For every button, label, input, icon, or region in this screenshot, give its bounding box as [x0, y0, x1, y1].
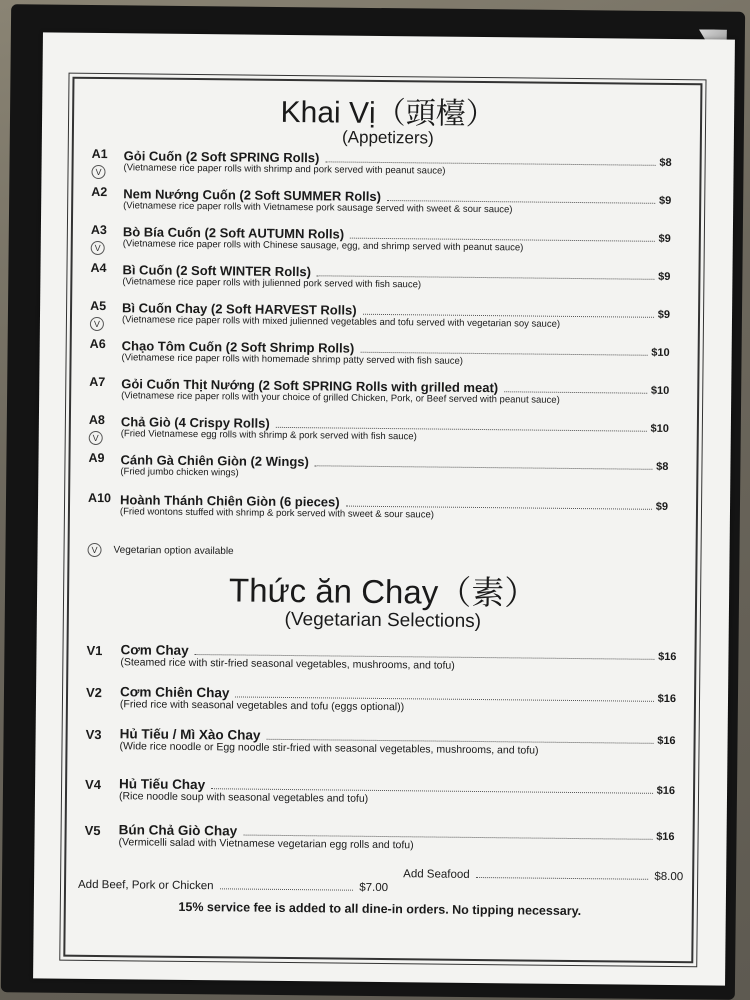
- item-price: $9: [655, 500, 669, 513]
- item-code: A10: [88, 490, 112, 506]
- item-description: (Fried jumbo chicken wings): [120, 466, 239, 479]
- item-description: (Rice noodle soup with seasonal vegetables and tofu): [118, 790, 369, 805]
- item-name: Hủ Tiếu Chay: [119, 776, 206, 793]
- appetizers-subtitle: (Appetizers): [341, 127, 434, 148]
- item-price: $8: [659, 156, 672, 169]
- item-code: A7: [89, 374, 106, 390]
- menu-page: [33, 32, 735, 985]
- item-code: V2: [85, 684, 103, 701]
- item-price: $16: [657, 692, 677, 706]
- item-name: Bì Cuốn Chay (2 Soft HARVEST Rolls): [122, 300, 357, 318]
- item-name: Chạo Tôm Cuốn (2 Soft Shrimp Rolls): [121, 338, 355, 356]
- legend-text: Vegetarian option available: [113, 544, 234, 558]
- item-description: (Vietnamese rice paper rolls with julienned pork served with fish sauce): [122, 276, 422, 291]
- vegetarian-icon: V: [87, 543, 101, 557]
- item-code: A3: [90, 222, 107, 238]
- item-price: $9: [658, 270, 671, 283]
- item-price: $9: [658, 194, 672, 207]
- vegetarian-legend: [87, 543, 233, 559]
- item-name: Cơm Chay: [120, 642, 189, 658]
- item-name: Bún Chả Giò Chay: [118, 822, 238, 839]
- item-price: $16: [658, 650, 677, 664]
- item-name: Hoành Thánh Chiên Giòn (6 pieces): [120, 492, 340, 510]
- item-name: Nem Nướng Cuốn (2 Soft SUMMER Rolls): [123, 186, 382, 204]
- item-name: Cơm Chiên Chay: [119, 684, 230, 701]
- item-description: (Fried wontons stuffed with shrimp & pork served with sweet & sour sauce): [119, 506, 434, 521]
- item-name: Chả Giò (4 Crispy Rolls): [120, 414, 270, 431]
- vegetarian-icon: V: [90, 317, 104, 331]
- item-description: (Vietnamese rice paper rolls with your choice of grilled Chicken, Pork, or Beef served with peanut sauce): [121, 390, 560, 406]
- item-price: $16: [656, 784, 676, 798]
- item-price: $10: [650, 384, 670, 397]
- item-description: (Steamed rice with stir-fried seasonal vegetables, mushrooms, and tofu): [120, 656, 455, 672]
- item-code: V1: [86, 642, 103, 659]
- add-seafood-label: Add Seafood: [403, 868, 470, 881]
- item-code: V5: [84, 822, 101, 839]
- service-fee-note: 15% service fee is added to all dine-in orders. No tipping necessary.: [178, 899, 582, 919]
- vegetarian-icon: V: [89, 431, 103, 445]
- add-seafood-price: $8.00: [654, 870, 684, 884]
- item-name: Gỏi Cuốn (2 Soft SPRING Rolls): [123, 148, 320, 166]
- item-code: A1: [91, 146, 108, 162]
- vegetarian-subtitle: (Vegetarian Selections): [284, 608, 482, 633]
- item-price: $16: [657, 734, 676, 748]
- item-description: (Fried Vietnamese egg rolls with shrimp & pork served with fish sauce): [120, 428, 417, 443]
- add-meat-price: $7.00: [359, 881, 389, 895]
- item-description: (Vermicelli salad with Vietnamese vegetarian egg rolls and tofu): [118, 836, 414, 852]
- item-description: (Fried rice with seasonal vegetables and tofu (eggs optional)): [119, 698, 405, 714]
- item-name: Gỏi Cuốn Thịt Nướng (2 Soft SPRING Rolls with grilled meat): [121, 376, 499, 396]
- item-code: A2: [91, 184, 108, 200]
- item-code: V4: [85, 776, 102, 793]
- item-code: V3: [85, 726, 102, 743]
- item-description: (Wide rice noodle or Egg noodle stir-fried with seasonal vegetables, mushrooms, and tofu): [119, 740, 539, 757]
- vegetarian-title: Thức ăn Chay（素）: [228, 571, 538, 612]
- item-code: A5: [90, 298, 107, 314]
- item-description: (Vietnamese rice paper rolls with homemade shrimp patty served with fish sauce): [121, 352, 464, 367]
- item-price: $10: [651, 346, 670, 359]
- appetizers-title: Khai Vị（頭檯）: [280, 95, 496, 132]
- item-price: $8: [656, 460, 669, 473]
- item-price: $9: [657, 308, 671, 321]
- item-description: (Vietnamese rice paper rolls with Vietnamese pork sausage served with sweet & sour sauce): [123, 200, 513, 216]
- vegetarian-icon: V: [91, 165, 105, 179]
- item-code: A4: [90, 260, 107, 276]
- item-price: $10: [650, 422, 669, 435]
- add-meat-label: Add Beef, Pork or Chicken: [77, 878, 214, 893]
- item-description: (Vietnamese rice paper rolls with Chinese sausage, egg, and shrimp served with peanut sauce): [122, 238, 524, 254]
- vegetarian-icon: V: [91, 241, 105, 255]
- item-description: (Vietnamese rice paper rolls with mixed julienned vegetables and tofu served with vegetarian soy sauce): [121, 314, 561, 330]
- item-name: Cánh Gà Chiên Giòn (2 Wings): [120, 452, 309, 470]
- item-name: Hủ Tiếu / Mì Xào Chay: [119, 726, 261, 743]
- item-price: $16: [656, 830, 675, 844]
- item-description: (Vietnamese rice paper rolls with shrimp and pork served with peanut sauce): [123, 162, 446, 177]
- item-code: A6: [89, 336, 106, 352]
- item-code: A9: [88, 450, 105, 466]
- item-price: $9: [658, 232, 671, 245]
- item-code: A8: [88, 412, 105, 428]
- item-name: Bì Cuốn (2 Soft WINTER Rolls): [122, 262, 312, 280]
- item-name: Bò Bía Cuốn (2 Soft AUTUMN Rolls): [122, 224, 345, 242]
